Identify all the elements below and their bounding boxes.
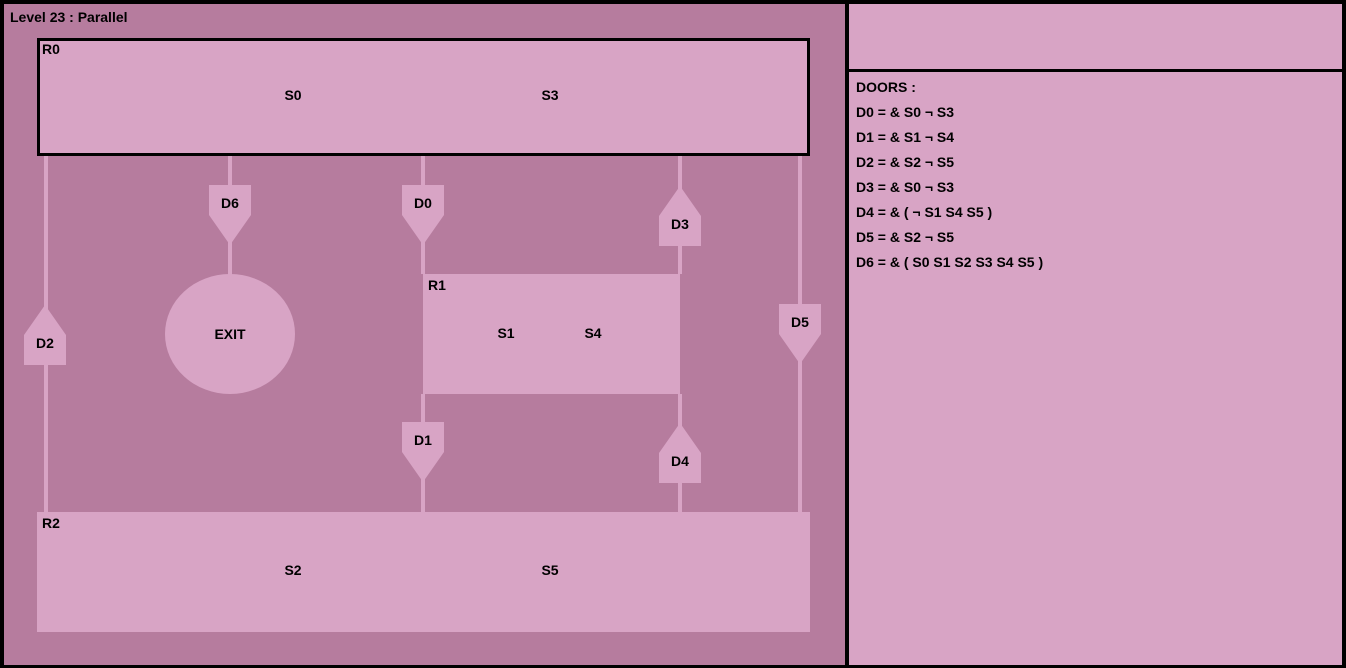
door-d5-label: D5: [791, 314, 809, 330]
door-down-arrow-icon: [209, 185, 251, 245]
door-d4-label: D4: [671, 453, 689, 469]
room-r2[interactable]: [37, 512, 810, 632]
room-r1-label: R1: [428, 277, 446, 293]
door-down-arrow-icon: [779, 304, 821, 364]
door-d2-label: D2: [36, 335, 54, 351]
door-d5[interactable]: [779, 304, 821, 364]
door-d2[interactable]: [24, 305, 66, 365]
switch-s1[interactable]: S1: [497, 325, 515, 341]
switch-s3[interactable]: S3: [541, 87, 559, 103]
switch-s0[interactable]: S0: [284, 87, 302, 103]
door-d3-label: D3: [671, 216, 689, 232]
exit-label: EXIT: [214, 326, 246, 342]
game-board: [4, 4, 845, 665]
room-r0[interactable]: [37, 38, 810, 156]
door-down-arrow-icon: [402, 185, 444, 245]
info-panel: [849, 4, 1342, 69]
door-down-arrow-icon: [402, 422, 444, 482]
door-rule-d5: D5 = & S2 ¬ S5: [856, 229, 955, 245]
door-rule-d1: D1 = & S1 ¬ S4: [856, 129, 955, 145]
switch-s2[interactable]: S2: [284, 562, 302, 578]
door-rule-d4: D4 = & ( ¬ S1 S4 S5 ): [856, 204, 993, 220]
door-d6[interactable]: [209, 185, 251, 245]
door-d0[interactable]: [402, 185, 444, 245]
door-rule-d2: D2 = & S2 ¬ S5: [856, 154, 955, 170]
door-d3[interactable]: [659, 186, 701, 246]
door-d0-label: D0: [414, 195, 432, 211]
door-d1[interactable]: [402, 422, 444, 482]
switch-s4[interactable]: S4: [584, 325, 602, 341]
doors-panel-title: DOORS :: [856, 79, 916, 95]
level-title: Level 23 : Parallel: [10, 9, 128, 25]
exit-node[interactable]: [165, 274, 295, 394]
door-rule-d0: D0 = & S0 ¬ S3: [856, 104, 955, 120]
room-r0-label: R0: [42, 41, 60, 57]
door-d6-label: D6: [221, 195, 239, 211]
door-rule-d6: D6 = & ( S0 S1 S2 S3 S4 S5 ): [856, 254, 1044, 270]
doors-panel: [849, 72, 1342, 665]
door-d1-label: D1: [414, 432, 432, 448]
room-r1[interactable]: [423, 274, 680, 394]
door-rule-d3: D3 = & S0 ¬ S3: [856, 179, 955, 195]
door-d4[interactable]: [659, 423, 701, 483]
switch-s5[interactable]: S5: [541, 562, 559, 578]
room-r2-label: R2: [42, 515, 60, 531]
